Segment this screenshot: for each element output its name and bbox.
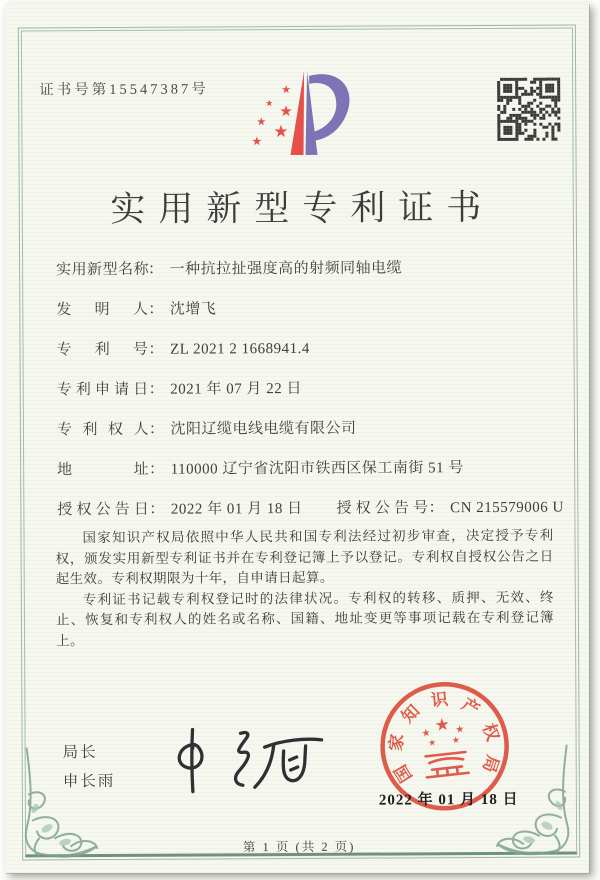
- seal-date: 2022 年 01 月 18 日: [378, 791, 519, 809]
- qr-code: [497, 78, 560, 141]
- field-label: 授权公告日: [57, 501, 150, 519]
- seal-character: 家: [386, 733, 408, 753]
- field-label: 专利号: [56, 341, 149, 359]
- field-application-date: 专利申请日： 2021 年 07 月 22 日: [57, 376, 557, 419]
- page-number: 第 1 页 (共 2 页): [242, 839, 356, 855]
- field-value: 2021 年 07 月 22 日: [170, 380, 303, 398]
- field-value: 2022 年 01 月 18 日: [170, 500, 303, 518]
- logo-star-icon: ★: [251, 134, 263, 149]
- signer-block: [63, 738, 116, 796]
- field-value: 沈阳辽缆电线电缆有限公司: [170, 420, 357, 438]
- field-label: 授权公告号: [336, 500, 429, 517]
- field-label: 发明人: [56, 301, 149, 319]
- field-value: 沈增飞: [169, 301, 217, 318]
- qr-code-modules: [497, 78, 500, 81]
- logo-star-icon: ★: [279, 104, 293, 121]
- logo-star-icon: ★: [281, 84, 292, 97]
- emblem-star-icon: ★: [433, 714, 451, 736]
- logo-star-icon: ★: [256, 116, 267, 129]
- seal-character: 局: [479, 752, 503, 775]
- field-value: 一种抗拉扯强度高的射频同轴电缆: [169, 260, 403, 278]
- seal-character: 产: [458, 694, 483, 720]
- legal-text: [55, 526, 554, 652]
- signer-name: 申长雨: [62, 772, 116, 791]
- emblem-star-icon: ★: [454, 723, 465, 736]
- field-grant-announcement: 授权公告日： 2022 年 01 月 18 日 授权公告号： CN 215579006 U: [57, 496, 557, 539]
- national-emblem: [425, 752, 469, 777]
- seal-character: 权: [478, 721, 503, 744]
- emblem-star-icon: ★: [427, 737, 437, 748]
- field-label: 专利申请日: [56, 381, 149, 399]
- certificate-number: 证书号第15547387号: [39, 81, 209, 99]
- seal-character: 国: [390, 761, 416, 786]
- emblem-star-icon: ★: [421, 727, 432, 740]
- legal-paragraph-1: 国家知识产权局依照中华人民共和国专利法经过初步审查，决定授予专利权，颁发实用新型专利证书并在专利登记簿上予以登记。专利权自授权公告之日起生效。专利权期限为十年，自申请日起算。: [55, 527, 554, 587]
- certificate-page: [5, 3, 589, 873]
- logo-star-icon: ★: [265, 98, 274, 109]
- legal-paragraph-2: 专利证书记载专利权登记时的法律状况。专利权的转移、质押、无效、终止、恢复和专利权人的姓名或名称、国籍、地址变更等事项记载在专利登记簿上。: [55, 589, 554, 648]
- certificate-fields: [56, 256, 564, 539]
- field-value: ZL 2021 2 1668941.4: [170, 340, 310, 358]
- field-utility-model-name: 实用新型名称： 一种抗拉扯强度高的射频同轴电缆: [56, 256, 556, 299]
- field-patent-number: 专利号： ZL 2021 2 1668941.4: [56, 336, 556, 379]
- cnipa-logo: [241, 61, 366, 172]
- signer-title: 局长: [62, 744, 98, 762]
- field-patentee: 专利权人： 沈阳辽缆电线电缆有限公司: [57, 416, 557, 459]
- certificate-title: 实用新型专利证书: [110, 187, 495, 229]
- emblem-star-icon: ★: [451, 734, 461, 746]
- seal-character: 知: [397, 701, 424, 727]
- field-label: 专利权人: [56, 421, 149, 439]
- seal-character: 识: [430, 689, 450, 711]
- field-value: CN 215579006 U: [450, 499, 564, 517]
- field-label: 地址: [57, 461, 150, 479]
- logo-star-icon: ★: [273, 122, 289, 142]
- field-label: 实用新型名称: [56, 261, 150, 279]
- field-address: 地址： 110000 辽宁省沈阳市铁西区保工南街 51 号: [57, 456, 557, 499]
- signature-handwriting: [164, 713, 336, 809]
- field-inventor: 发明人： 沈增飞: [56, 296, 556, 339]
- field-value: 110000 辽宁省沈阳市铁西区保工南街 51 号: [170, 460, 464, 478]
